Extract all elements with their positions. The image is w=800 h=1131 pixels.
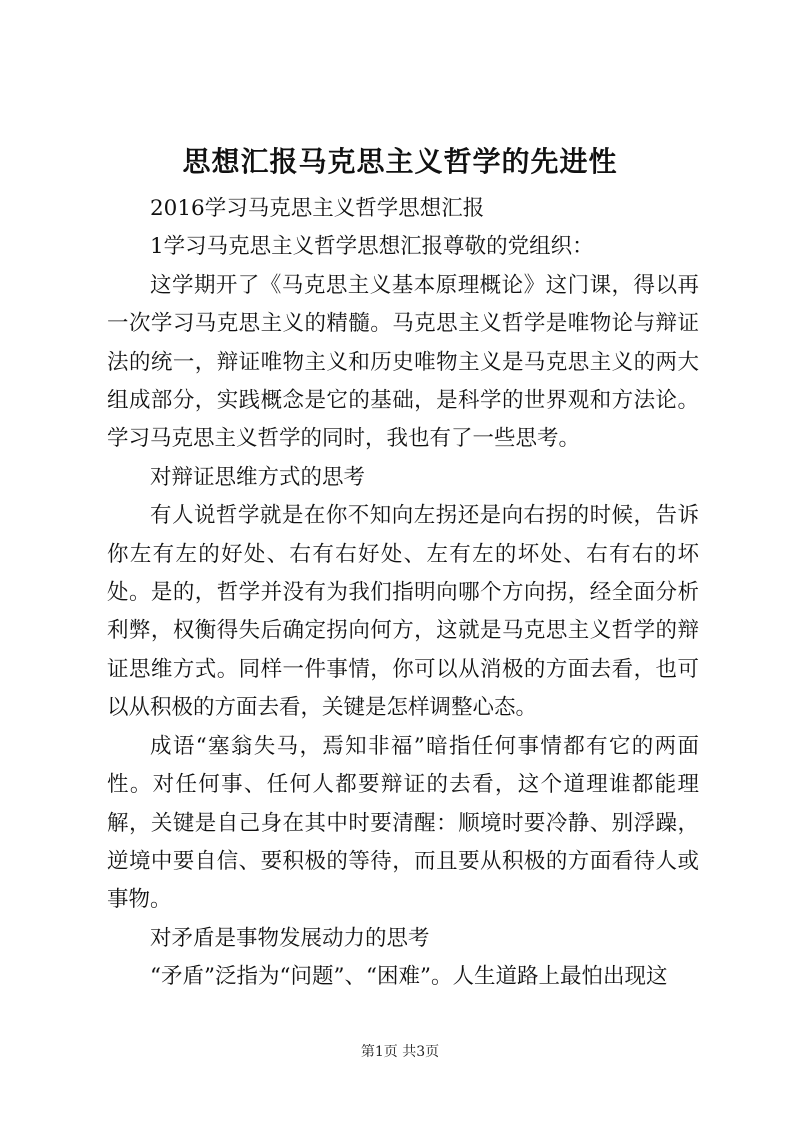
section-heading-dialectics: 对辩证思维方式的思考 — [150, 464, 366, 490]
page-number-footer: 第1页 共3页 — [360, 1044, 440, 1060]
paragraph-dialectics: 有人说哲学就是在你不知向左拐还是向右拐的时候，告诉你左有左的好处、右有右好处、左有左的坏处、右有右的坏处。是的，哲学并没有为我们指明向哪个方向拐，经全面分析利弊，权衡得失后确定拐向何方，这就是马克思主义哲学的辩证思维方式。同样一件事情，你可以从消极的方面去看，也可以从积极的方面去看，关键是怎样调整心态。 — [107, 503, 699, 721]
document-body — [107, 190, 699, 997]
paragraph-intro: 这学期开了《马克思主义基本原理概论》这门课，得以再一次学习马克思主义的精髓。马克思主义哲学是唯物论与辩证法的统一，辩证唯物主义和历史唯物主义是马克思主义的两大组成部分，实践概念是它的基础，是科学的世界观和方法论。学习马克思主义哲学的同时，我也有了一些思考。 — [107, 272, 699, 452]
document-title: 思想汇报马克思主义哲学的先进性 — [182, 145, 618, 178]
paragraph-idiom: 成语“塞翁失马，焉知非福”暗指任何事情都有它的两面性。对任何事、任何人都要辩证的去看，这个道理谁都能理解，关键是自己身在其中时要清醒：顺境时要冷静、别浮躁，逆境中要自信、要积极的等待，而且要从积极的方面看待人或事物。 — [107, 733, 699, 913]
paragraph-contradiction: “矛盾”泛指为“问题”、“困难”。人生道路上最怕出现这 — [150, 964, 668, 990]
section-heading-contradiction: 对矛盾是事物发展动力的思考 — [150, 925, 430, 951]
paragraph-salutation: 1学习马克思主义哲学思想汇报尊敬的党组织： — [150, 234, 594, 260]
paragraph-subtitle: 2016学习马克思主义哲学思想汇报 — [150, 196, 485, 221]
